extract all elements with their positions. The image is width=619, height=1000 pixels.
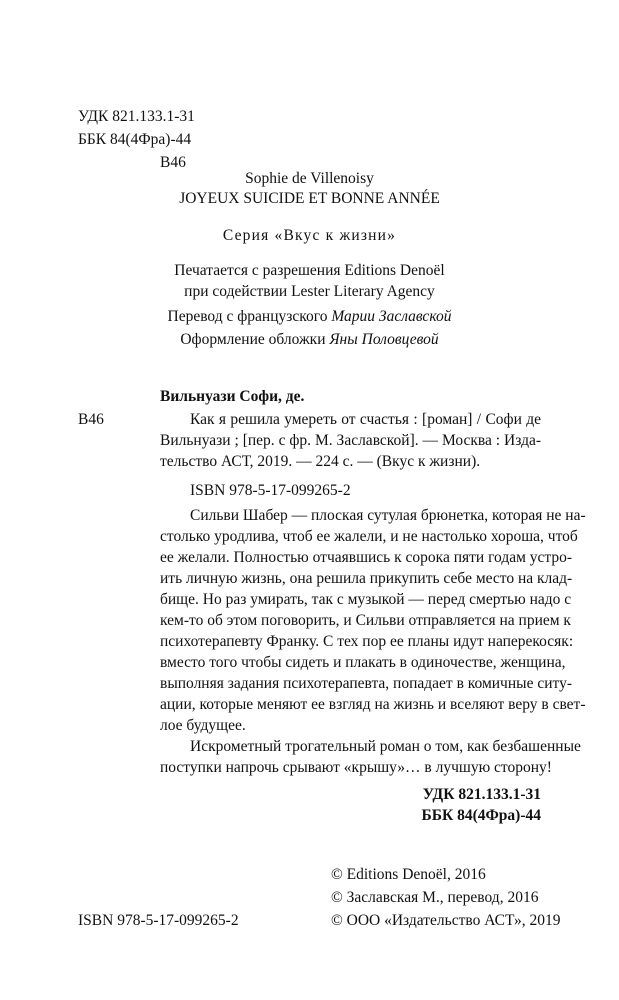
cover-credit (0, 331, 619, 349)
bottom-udk-code: УДК 821.133.1-31 (422, 786, 541, 803)
annotation-line: ить личную жизнь, она решила прикупить себе место на клад- (160, 570, 573, 587)
original-author: Sophie de Villenoisy (245, 170, 374, 187)
catalog-isbn: ISBN 978-5-17-099265-2 (190, 482, 351, 499)
annotation-line: столько уродлива, чтоб ее жалели, и не настолько хороша, чтоб (160, 528, 578, 545)
catalog-line-2: Вильнуази ; [пер. с фр. М. Заславской]. — Москва : Изда- (160, 432, 541, 449)
annotation-line: ации, которые меняют ее взгляд на жизнь и вселяют веру в свет- (160, 696, 586, 713)
copyright-line-2: © Заславская М., перевод, 2016 (331, 889, 539, 906)
catalog-line-3: тельство АСТ, 2019. — 224 с. — (Вкус к жизни). (160, 453, 481, 470)
original-title: JOYEUX SUICIDE ET BONNE ANNÉE (179, 190, 440, 207)
annotation-line: вместо того чтобы сидеть и плакать в одиночестве, женщина, (160, 654, 566, 671)
annotation-extra-line: поступки напрочь срывают «крышу»… в лучшую сторону! (160, 759, 552, 776)
catalog-line-1: Как я решила умереть от счастья : [роман] / Софи де (190, 411, 541, 428)
copyright-line-1: © Editions Denoël, 2016 (331, 866, 486, 883)
annotation-line: бище. Но раз умирать, так с музыкой — перед смертью надо с (160, 591, 572, 608)
catalog-mark: В46 (78, 411, 104, 428)
permission-line-1: Печатается с разрешения Editions Denoël (174, 262, 445, 279)
annotation-extra-line: Искрометный трогательный роман о том, как безбашенные (190, 738, 581, 755)
annotation-line: психотерапевту Франку. С тех пор ее планы идут наперекосяк: (160, 633, 574, 650)
catalog-heading: Вильнуази Софи, де. (160, 388, 305, 405)
annotation-line: ее желали. Полностью отчаявшись к сорока пяти годам устро- (160, 549, 573, 566)
author-mark: В46 (160, 154, 186, 171)
annotation-line: выполняя задания психотерапевта, попадает в комичные ситу- (160, 675, 572, 692)
translator-name: Марии Заславской (331, 308, 452, 325)
annotation-line: Сильви Шабер — плоская сутулая брюнетка, которая не на- (190, 507, 586, 524)
bbk-code: ББК 84(4Фра)-44 (78, 131, 192, 148)
translation-label: Перевод с французского (167, 308, 332, 325)
series-label: Серия «Вкус к жизни» (222, 227, 397, 244)
annotation-line: лое будущее. (160, 717, 246, 734)
copyright-line-3: © ООО «Издательство АСТ», 2019 (331, 912, 561, 929)
udk-code: УДК 821.133.1-31 (78, 108, 195, 125)
annotation-line: кем-то об этом поговорить, и Сильви отправляется на прием к (160, 612, 571, 629)
cover-designer-name: Яны Половцевой (329, 331, 439, 348)
permission-line-2: при содействии Lester Literary Agency (184, 283, 435, 300)
footer-isbn: ISBN 978-5-17-099265-2 (78, 912, 239, 929)
translation-credit (0, 308, 619, 326)
cover-label: Оформление обложки (180, 331, 330, 348)
bottom-bbk-code: ББК 84(4Фра)-44 (421, 807, 541, 824)
